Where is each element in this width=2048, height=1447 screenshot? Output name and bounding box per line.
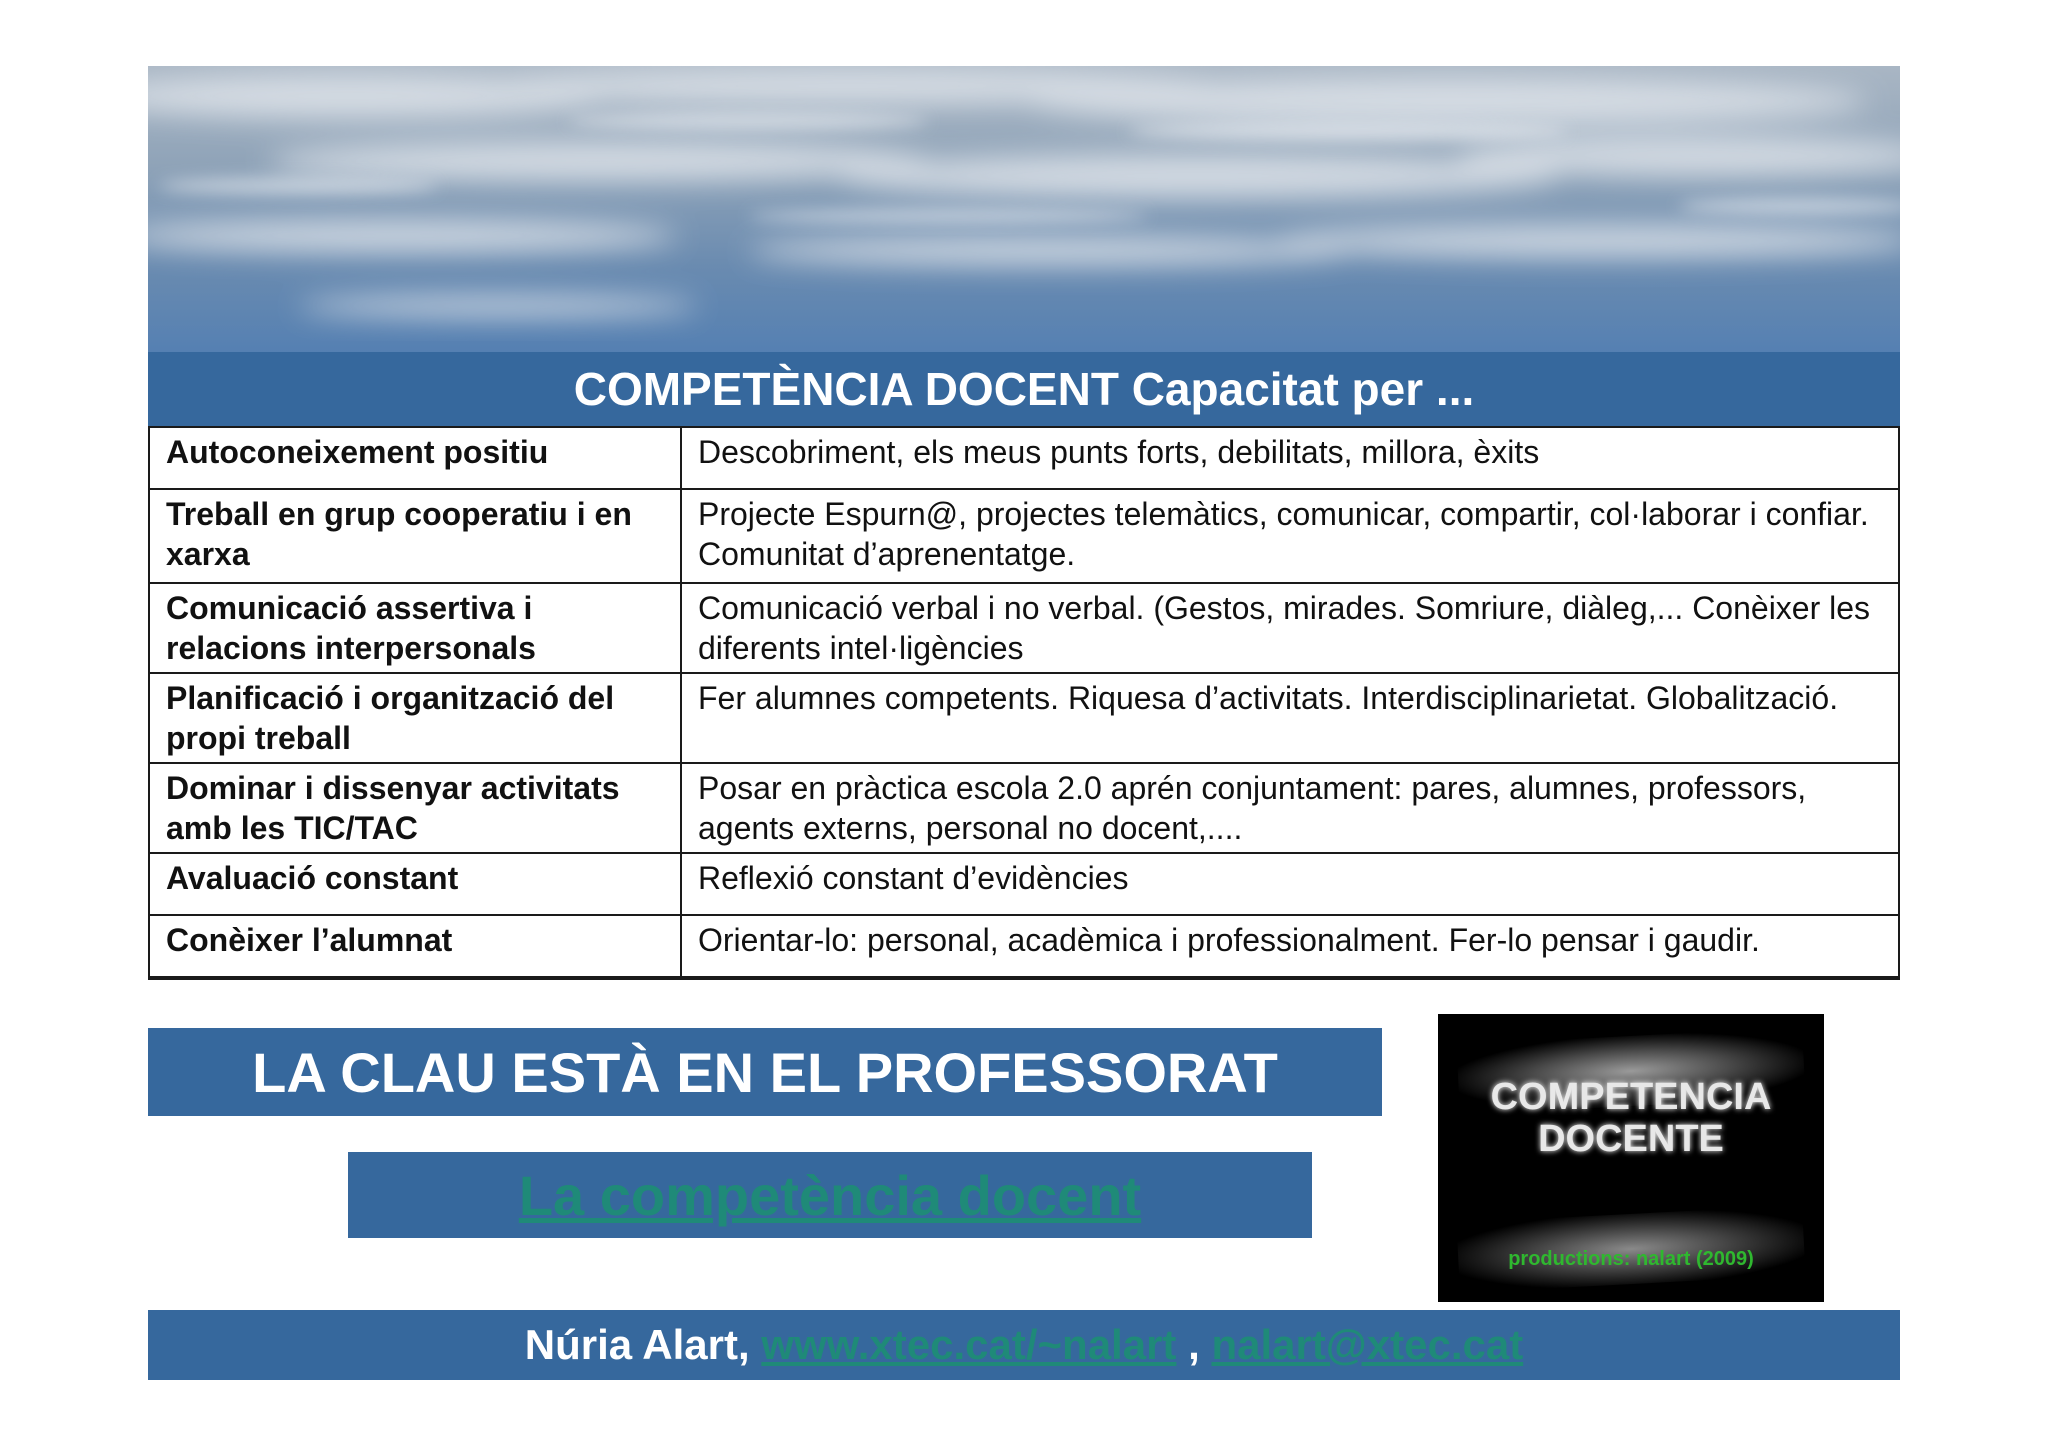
- skill-cell: Planificació i organització del propi treball: [149, 673, 681, 763]
- table-row: [149, 427, 1899, 489]
- table-row: [149, 673, 1899, 763]
- video-title: [1438, 1076, 1824, 1160]
- skill-cell: Autoconeixement positiu: [149, 427, 681, 489]
- description-cell: Orientar-lo: personal, acadèmica i professionalment. Fer-lo pensar i gaudir.: [681, 915, 1899, 978]
- description-cell: Posar en pràctica escola 2.0 aprén conjuntament: pares, alumnes, professors, agents externs, personal no docent,....: [681, 763, 1899, 853]
- video-credit: productions: nalart (2009): [1508, 1248, 1754, 1270]
- table-row: [149, 915, 1899, 978]
- table-row: [149, 583, 1899, 673]
- skill-cell: Comunicació assertiva i relacions interpersonals: [149, 583, 681, 673]
- video-thumbnail[interactable]: [1438, 1014, 1824, 1302]
- video-title-line: COMPETENCIA: [1490, 1076, 1772, 1118]
- email-link[interactable]: nalart@xtec.cat: [1211, 1321, 1524, 1368]
- description-cell: Descobriment, els meus punts forts, debilitats, millora, èxits: [681, 427, 1899, 489]
- table-row: [149, 763, 1899, 853]
- website-link[interactable]: www.xtec.cat/~nalart: [761, 1321, 1177, 1368]
- table-title: COMPETÈNCIA DOCENT Capacitat per ...: [148, 352, 1900, 426]
- skill-cell: Dominar i dissenyar activitats amb les TIC/TAC: [149, 763, 681, 853]
- description-cell: Projecte Espurn@, projectes telemàtics, comunicar, compartir, col·laborar i confiar. Comunitat d’aprenentatge.: [681, 489, 1899, 583]
- description-cell: Comunicació verbal i no verbal. (Gestos, mirades. Somriure, diàleg,... Conèixer les diferents intel·ligències: [681, 583, 1899, 673]
- footer: [148, 1310, 1900, 1380]
- footer-separator: ,: [1176, 1321, 1212, 1368]
- key-message-banner: LA CLAU ESTÀ EN EL PROFESSORAT: [148, 1028, 1382, 1116]
- video-title-line: DOCENTE: [1538, 1118, 1724, 1160]
- table-row: [149, 853, 1899, 915]
- competencia-docent-link[interactable]: La competència docent: [518, 1163, 1142, 1227]
- competency-table: [148, 426, 1900, 980]
- description-cell: Reflexió constant d’evidències: [681, 853, 1899, 915]
- skill-cell: Avaluació constant: [149, 853, 681, 915]
- sky-banner-image: [148, 66, 1900, 352]
- description-cell: Fer alumnes competents. Riquesa d’activitats. Interdisciplinarietat. Globalització.: [681, 673, 1899, 763]
- link-bar: [348, 1152, 1312, 1238]
- footer-author: Núria Alart,: [524, 1321, 762, 1368]
- table-row: [149, 489, 1899, 583]
- skill-cell: Treball en grup cooperatiu i en xarxa: [149, 489, 681, 583]
- skill-cell: Conèixer l’alumnat: [149, 915, 681, 978]
